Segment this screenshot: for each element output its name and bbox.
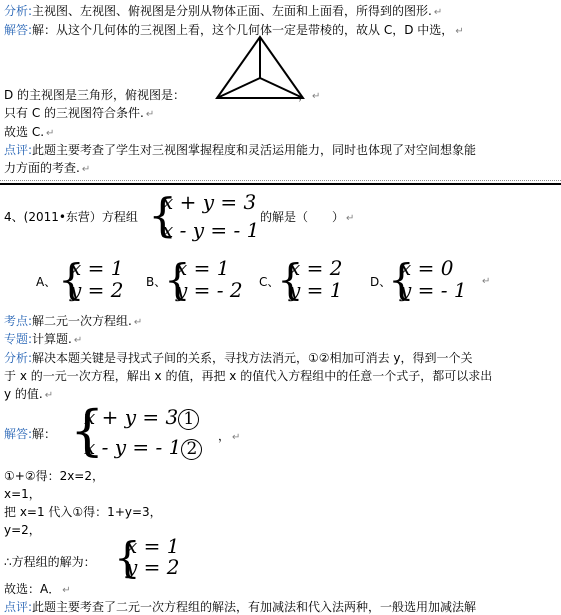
- q3-d-line: [4, 86, 185, 103]
- option-c-system: [277, 257, 347, 307]
- answer-eq2-row: [84, 436, 202, 460]
- option-b-label: B、: [146, 275, 167, 289]
- brace-icon: {: [277, 255, 304, 304]
- option-a-eq1: x = 1: [70, 256, 124, 280]
- paragraph-mark-icon: ↵: [455, 26, 464, 37]
- equation-2: x - y = - 1: [162, 218, 260, 242]
- q4-stem: [4, 208, 138, 225]
- option-d-system: [388, 257, 478, 307]
- choose-text: 故选：A．: [4, 582, 61, 596]
- answer-system-mark: ， ↵: [218, 429, 241, 443]
- q4-equation-system: [148, 190, 258, 244]
- stem-suffix: 的解是（ ）: [260, 210, 345, 224]
- paragraph-mark-icon: ↵: [433, 7, 443, 18]
- q3-choose-line: 故选 C. ↵: [4, 125, 55, 139]
- q3-analysis-line: [4, 2, 442, 19]
- zhuanti-text: 计算题.: [32, 332, 72, 346]
- q4-answer-line: [4, 425, 56, 442]
- brace-icon: {: [114, 533, 141, 582]
- brace-icon: {: [148, 188, 178, 242]
- analysis-text: 主视图、左视图、俯视图是分别从物体正面、左面和上面看，所得到的图形.: [32, 4, 432, 18]
- option-c-eq2: y = 1: [289, 278, 343, 302]
- comment-text: 此题主要考查了学生对三视图掌握程度和灵活运用能力，同时也体现了对空间想象能: [32, 143, 477, 157]
- option-d-eq1: x = 0: [400, 256, 454, 280]
- step-4: y=2，: [4, 523, 41, 537]
- option-b-system: [164, 257, 254, 307]
- answer-equation-system: [70, 399, 230, 464]
- q3-comment-line-2: 力方面的考查. ↵: [4, 161, 91, 175]
- zhuanti-label: 专题:: [4, 332, 33, 346]
- q4-analysis-line-3: y 的值. ↵: [4, 387, 54, 401]
- solution-system: [114, 535, 184, 581]
- q4-analysis-line-2: 于 x 的一元一次方程，解出 x 的值，再把 x 的值代入方程组中的任意一个式子，都可以求出: [4, 369, 493, 383]
- answer-eq1-row: [84, 406, 199, 430]
- comment-text-cont: 力方面的考查.: [4, 161, 80, 175]
- answer-eq2: x - y = - 1: [84, 435, 182, 459]
- comment-label: 点评:: [4, 600, 33, 614]
- kaodian-label: 考点:: [4, 314, 33, 328]
- q4-analysis-line-1: [4, 349, 472, 366]
- answer-prefix: 解：: [32, 427, 57, 441]
- brace-icon: {: [388, 255, 415, 304]
- comment-text: 此题主要考查了二元一次方程组的解法，有加减法和代入法两种，一般选用加减法解: [32, 600, 477, 614]
- q4-zhuanti-line: 专题:计算题. ↵: [4, 332, 83, 346]
- analysis-text-end: y 的值.: [4, 387, 43, 401]
- option-c-eq1: x = 2: [289, 256, 343, 280]
- kaodian-text: 解二元一次方程组.: [32, 314, 132, 328]
- section-divider-dotted: [0, 180, 561, 181]
- brace-icon: {: [164, 255, 191, 304]
- top-view-triangle-figure: [214, 34, 306, 104]
- option-a-system: [58, 257, 128, 307]
- stem-prefix: 4、(2011•东营）方程组: [4, 210, 138, 224]
- section-divider: [0, 183, 561, 185]
- circled-one-icon: 1: [178, 409, 199, 430]
- solution-eq2: y = 2: [126, 555, 180, 579]
- comment-label: 点评:: [4, 143, 33, 157]
- option-d-eq2: y = - 1: [400, 278, 467, 302]
- equation-1: x + y = 3: [162, 190, 257, 214]
- q4-comment-line: [4, 598, 476, 615]
- q4-choose-line: 故选：A． ↵: [4, 582, 71, 596]
- answer-text: 解：从这个几何体的三视图上看，这个几何体一定是带棱的，故从 C，D 中选，: [32, 23, 454, 37]
- step-2: x=1，: [4, 487, 41, 501]
- brace-icon: {: [58, 255, 85, 304]
- answer-label: 解答:: [4, 427, 33, 441]
- q4-stem-suffix: 的解是（ ） ↵: [260, 210, 355, 224]
- circled-two-icon: 2: [181, 439, 202, 460]
- option-b-eq2: y = - 2: [176, 278, 243, 302]
- solution-eq1: x = 1: [126, 534, 180, 558]
- solution-prefix: ∴方程组的解为：: [4, 555, 96, 569]
- analysis-label: 分析:: [4, 4, 33, 18]
- figure-comma: ， ↵: [298, 88, 321, 102]
- q4-kaodian-line: 考点:解二元一次方程组. ↵: [4, 314, 143, 328]
- only-c-text: 只有 C 的三视图符合条件.: [4, 106, 144, 120]
- q3-comment-line-1: [4, 141, 476, 158]
- analysis-text: 解决本题关键是寻找式子间的关系，寻找方法消元，①②相加可消去 y，得到一个关: [32, 351, 473, 365]
- d-view-text: D 的主视图是三角形，俯视图是：: [4, 88, 186, 102]
- answer-label: 解答:: [4, 23, 33, 37]
- option-d-label: D、: [370, 275, 392, 289]
- step-1: ①+②得：2x=2，: [4, 469, 104, 483]
- step-3: 把 x=1 代入①得：1+y=3，: [4, 505, 162, 519]
- analysis-label: 分析:: [4, 351, 33, 365]
- option-a-label: A、: [36, 275, 57, 289]
- brace-icon: {: [70, 399, 105, 462]
- choose-text: 故选 C.: [4, 125, 45, 139]
- option-row-mark: ↵: [482, 276, 491, 287]
- option-b-eq1: x = 1: [176, 256, 230, 280]
- q3-only-c-line: 只有 C 的三视图符合条件. ↵: [4, 106, 155, 120]
- answer-eq1: x + y = 3: [84, 405, 179, 429]
- option-c-label: C、: [259, 275, 280, 289]
- option-a-eq2: y = 2: [70, 278, 124, 302]
